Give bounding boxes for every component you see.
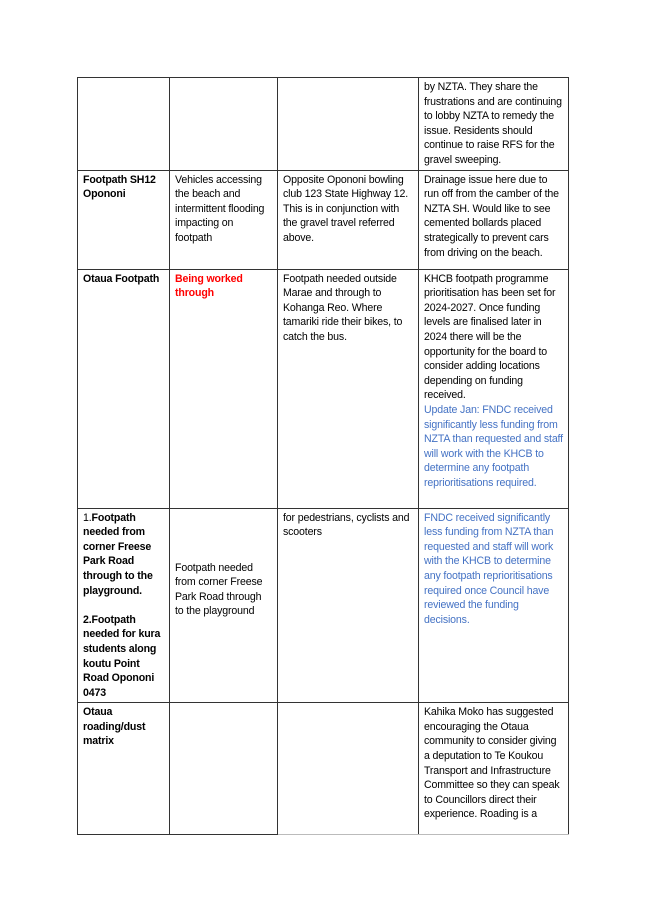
table-row [78,170,569,269]
issue-cell [170,703,278,835]
location-item-1-number: 1. [83,511,92,524]
comments-update: FNDC received significantly less funding from NZTA than requested and staff will work with the KHCB to determine any footpath reprioritisations required once Council have reviewed the funding decisions. [424,511,554,626]
description-cell: for pedestrians, cyclists and scooters [278,508,419,703]
location-item-1-text: Footpath needed from corner Freese Park Road through to the playground. [83,511,153,597]
comments-text: KHCB footpath programme prioritisation has been set for 2024-2027. Once funding levels are finalised later in 2024 there will be the opportunity for the board to consider adding locations depending on funding received. [424,272,556,402]
table-row [78,508,569,703]
comments-update: Update Jan: FNDC received significantly less funding from NZTA than requested and staff will work with the KHCB to determine any footpath reprioritisations required. [424,403,563,489]
comments-cell [419,269,569,508]
description-cell: Opposite Opononi bowling club 123 State Highway 12. This is in conjunction with the gravel travel referred above. [278,170,419,269]
comments-cell [419,508,569,703]
location-item-1 [83,511,164,599]
description-cell [278,703,419,835]
issue-cell [170,269,278,508]
spacer [83,598,164,613]
location-cell: Otaua Footpath [78,269,170,508]
issue-cell: Vehicles accessing the beach and intermittent flooding impacting on footpath [170,170,278,269]
issue-cell [170,78,278,171]
issue-text: Footpath needed from corner Freese Park Road through to the playground [175,561,263,618]
comments-cell: Kahika Moko has suggested encouraging the Otaua community to consider giving a deputation to Te Koukou Transport and Infrastructure Committee so they can speak to Councillors direct their experience. Roading is a [419,703,569,835]
comments-cell: Drainage issue here due to run off from the camber of the NZTA SH. Would like to see cemented bollards placed strategically to prevent cars from driving on the beach. [419,170,569,269]
table-row [78,703,569,835]
location-item-2: 2.Footpath needed for kura students along koutu Point Road Opononi 0473 [83,613,161,699]
table-row [78,78,569,171]
location-cell [78,508,170,703]
issue-cell [170,508,278,703]
description-cell [278,78,419,171]
comments-cell: by NZTA. They share the frustrations and are continuing to lobby NZTA to remedy the issue. Residents should continue to raise RFS for the gravel sweeping. [419,78,569,171]
issues-table [77,77,569,835]
status-badge: Being worked through [175,272,243,300]
location-cell: Footpath SH12 Opononi [78,170,170,269]
table-row [78,269,569,508]
location-cell: Otaua roading/dust matrix [78,703,170,835]
location-cell [78,78,170,171]
description-cell: Footpath needed outside Marae and through to Kohanga Reo. Where tamariki ride their bikes, to catch the bus. [278,269,419,508]
